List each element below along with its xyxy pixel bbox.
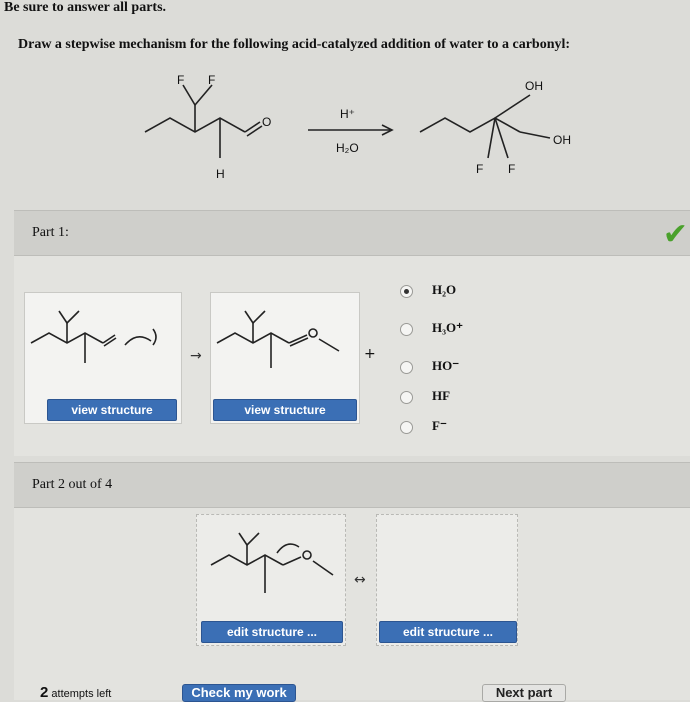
option-label-f: F⁻: [432, 418, 447, 433]
option-radio-ho[interactable]: [400, 361, 413, 374]
structure-1-drawing: [25, 293, 181, 393]
view-structure-button-2[interactable]: view structure: [213, 399, 357, 421]
attempts-left: [40, 684, 111, 701]
edit-structure-1-drawing: [197, 515, 345, 615]
mechanism-arrow: →: [190, 348, 202, 364]
edit-structure-button-1[interactable]: edit structure ...: [201, 621, 343, 643]
option-label-h3o: H₃O⁺: [432, 320, 463, 335]
reagent-top: H⁺: [340, 107, 355, 121]
structure-box-2: [210, 292, 360, 424]
part2-panel: [14, 508, 690, 700]
option-radio-f[interactable]: [400, 421, 413, 434]
option-radio-hf[interactable]: [400, 391, 413, 404]
attempts-count: 2: [40, 684, 49, 701]
view-structure-button-1[interactable]: view structure: [47, 399, 177, 421]
part1-label: Part 1:: [32, 225, 69, 240]
option-label-h2o: H₂O: [432, 282, 457, 297]
check-my-work-button[interactable]: Check my work: [182, 684, 296, 702]
structure-box-1: [24, 292, 182, 424]
reagent-bottom: H₂O: [336, 141, 359, 155]
option-radio-h2o[interactable]: [400, 285, 413, 298]
reactant-f1: F: [177, 73, 185, 87]
part2-header: [14, 462, 690, 508]
product-f1: F: [476, 162, 484, 176]
reaction-scheme: [120, 70, 590, 185]
next-part-button[interactable]: Next part: [482, 684, 566, 702]
reactant-o: O: [262, 115, 272, 129]
reactant-f2: F: [208, 73, 216, 87]
structure-2-drawing: [211, 293, 359, 393]
product-chain: [420, 118, 520, 132]
product-oh2: OH: [553, 133, 571, 147]
edit-structure-button-2[interactable]: edit structure ...: [379, 621, 517, 643]
plus-sign: +: [364, 346, 376, 362]
instruction-text: Be sure to answer all parts.: [4, 0, 167, 15]
option-label-ho: HO⁻: [432, 358, 460, 373]
option-radio-h3o[interactable]: [400, 323, 413, 336]
edit-box-2[interactable]: [376, 514, 518, 646]
checkmark-icon: ✔: [662, 217, 688, 252]
part2-label: Part 2 out of 4: [32, 477, 113, 492]
edit-box-1[interactable]: [196, 514, 346, 646]
question-text: Draw a stepwise mechanism for the following acid-catalyzed addition of water to a carbonyl:: [18, 37, 571, 52]
resonance-arrow: ↔: [354, 572, 366, 588]
reactant-h: H: [216, 167, 225, 181]
option-label-hf: HF: [432, 388, 451, 403]
attempts-text: attempts left: [51, 688, 112, 700]
product-f2: F: [508, 162, 516, 176]
part1-header: [14, 210, 690, 256]
product-oh1: OH: [525, 79, 543, 93]
